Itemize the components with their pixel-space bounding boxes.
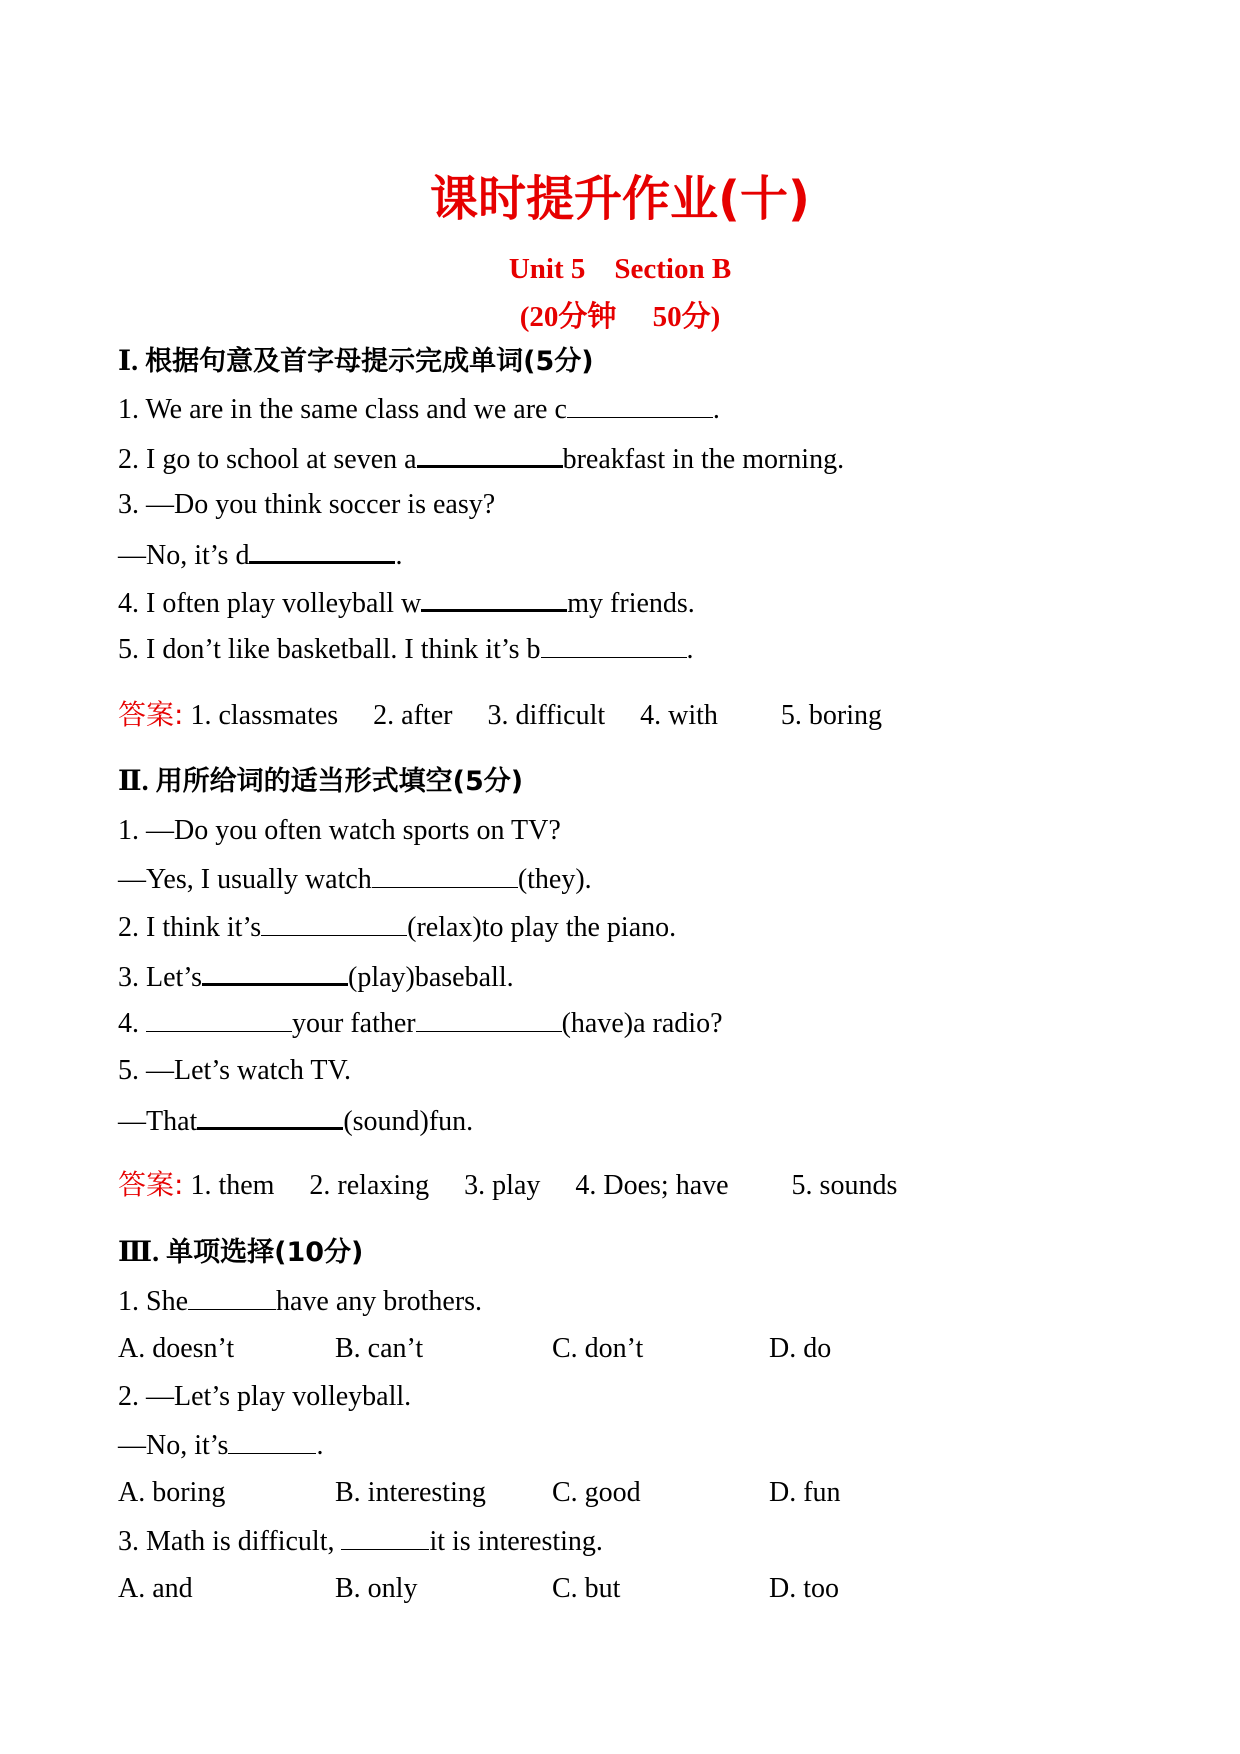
- section3-number: Ⅲ.: [118, 1237, 167, 1268]
- s1-question-3-reply: [118, 535, 402, 574]
- s2-q2-end: (relax)to play the piano.: [407, 912, 677, 943]
- s1-answer-text: 1. classmates 2. after 3. difficult 4. with 5. boring: [183, 700, 883, 731]
- s1-q5-text: 5. I don’t like basketball. I think it’s b: [118, 634, 541, 665]
- answer-blank[interactable]: [341, 1523, 429, 1550]
- answer-blank[interactable]: [188, 1283, 276, 1310]
- answer-blank[interactable]: [146, 1005, 292, 1032]
- s1-question-2: [118, 439, 844, 478]
- s3-q1-option-c[interactable]: C. don’t: [552, 1333, 644, 1364]
- s3-q1-end: have any brothers.: [276, 1286, 483, 1317]
- s3-question-2-reply: [118, 1427, 323, 1464]
- s1-q5-end: .: [686, 634, 694, 665]
- section1-number: Ⅰ.: [118, 346, 146, 377]
- s3-q3-text: 3. Math is difficult,: [118, 1526, 342, 1557]
- answer-blank[interactable]: [197, 1101, 343, 1130]
- s2-answer-key: [118, 1167, 897, 1204]
- answer-blank[interactable]: [372, 861, 518, 888]
- answer-blank[interactable]: [416, 1005, 562, 1032]
- s2-question-5-reply: [118, 1101, 473, 1140]
- s1-q1-end: .: [712, 394, 720, 425]
- s3-q2-option-c[interactable]: C. good: [552, 1477, 641, 1508]
- time-score-info: (20分钟 50分): [519, 301, 721, 333]
- s2-q4-text: 4.: [118, 1008, 146, 1039]
- s3-q1-option-b[interactable]: B. can’t: [335, 1333, 424, 1364]
- section3-title: 单项选择(10分): [166, 1237, 364, 1268]
- s2-q5-end: (sound)fun.: [343, 1106, 474, 1137]
- answer-label: 答案:: [118, 698, 184, 731]
- s1-q3-text: 3. —Do you think soccer is easy?: [118, 489, 496, 520]
- section2-heading: [118, 764, 523, 800]
- s3-q2-reply-text: —No, it’s: [118, 1430, 229, 1461]
- s2-q1-reply-text: —Yes, I usually watch: [118, 864, 372, 895]
- s3-question-3: [118, 1523, 603, 1560]
- section1-heading: [118, 344, 594, 380]
- s2-question-3: [118, 957, 514, 996]
- s1-question-4: [118, 583, 695, 622]
- s1-q2-end: breakfast in the morning.: [562, 444, 845, 475]
- section2-title: 用所给词的适当形式填空(5分): [155, 766, 524, 797]
- s2-question-5: [118, 1053, 351, 1089]
- s3-q2-option-a[interactable]: A. boring: [118, 1477, 226, 1508]
- s3-question-1: [118, 1283, 482, 1320]
- section3-heading: [118, 1235, 363, 1271]
- s1-q4-text: 4. I often play volleyball w: [118, 588, 422, 619]
- s3-q2-text: 2. —Let’s play volleyball.: [118, 1381, 412, 1412]
- section2-number: Ⅱ.: [118, 766, 156, 797]
- answer-blank[interactable]: [249, 535, 395, 564]
- s1-q2-text: 2. I go to school at seven a: [118, 444, 417, 475]
- answer-blank[interactable]: [541, 631, 687, 658]
- s3-q3-option-b[interactable]: B. only: [335, 1573, 418, 1604]
- s2-q3-text: 3. Let’s: [118, 962, 202, 993]
- s2-question-2: [118, 909, 676, 946]
- s3-q2-end: .: [316, 1430, 324, 1461]
- s2-q4-end: (have)a radio?: [561, 1008, 723, 1039]
- s3-question-2: [118, 1379, 411, 1415]
- unit-subtitle: Unit 5 Section B: [508, 253, 732, 285]
- s2-q1-end: (they).: [517, 864, 592, 895]
- s2-q5-text: 5. —Let’s watch TV.: [118, 1055, 352, 1086]
- s1-q4-end: my friends.: [567, 588, 695, 619]
- s2-q2-text: 2. I think it’s: [118, 912, 262, 943]
- s3-q1-text: 1. She: [118, 1286, 188, 1317]
- s1-q3-reply-text: —No, it’s d: [118, 540, 250, 571]
- s3-q3-end: it is interesting.: [429, 1526, 603, 1557]
- answer-label: 答案:: [118, 1168, 184, 1201]
- s1-question-3: [118, 487, 495, 523]
- s1-answer-key: [118, 697, 882, 734]
- s1-q3-end: .: [395, 540, 403, 571]
- s1-question-5: [118, 631, 694, 668]
- section1-title: 根据句意及首字母提示完成单词(5分): [145, 346, 594, 377]
- answer-blank[interactable]: [228, 1427, 316, 1454]
- answer-blank[interactable]: [202, 957, 348, 986]
- s3-q2-option-b[interactable]: B. interesting: [335, 1477, 486, 1508]
- s2-question-1-reply: [118, 861, 592, 898]
- answer-blank[interactable]: [567, 391, 713, 418]
- s2-q4-mid: your father: [292, 1008, 416, 1039]
- s2-q3-end: (play)baseball.: [348, 962, 514, 993]
- s2-question-4: [118, 1005, 723, 1042]
- s2-question-1: [118, 813, 561, 849]
- s3-q1-option-d[interactable]: D. do: [769, 1333, 832, 1364]
- s3-q3-option-d[interactable]: D. too: [769, 1573, 839, 1604]
- page-title: 课时提升作业(十): [430, 171, 810, 227]
- s1-question-1: [118, 391, 720, 428]
- s2-q5-reply-text: —That: [118, 1106, 198, 1137]
- s2-q1-text: 1. —Do you often watch sports on TV?: [118, 815, 561, 846]
- s1-q1-text: 1. We are in the same class and we are c: [118, 394, 567, 425]
- answer-blank[interactable]: [261, 909, 407, 936]
- s2-answer-text: 1. them 2. relaxing 3. play 4. Does; have 5. sounds: [183, 1170, 898, 1201]
- s3-q2-option-d[interactable]: D. fun: [769, 1477, 841, 1508]
- s3-q1-option-a[interactable]: A. doesn’t: [118, 1333, 235, 1364]
- answer-blank[interactable]: [421, 583, 567, 612]
- s3-q3-option-c[interactable]: C. but: [552, 1573, 621, 1604]
- answer-blank[interactable]: [417, 439, 563, 468]
- s3-q3-option-a[interactable]: A. and: [118, 1573, 193, 1604]
